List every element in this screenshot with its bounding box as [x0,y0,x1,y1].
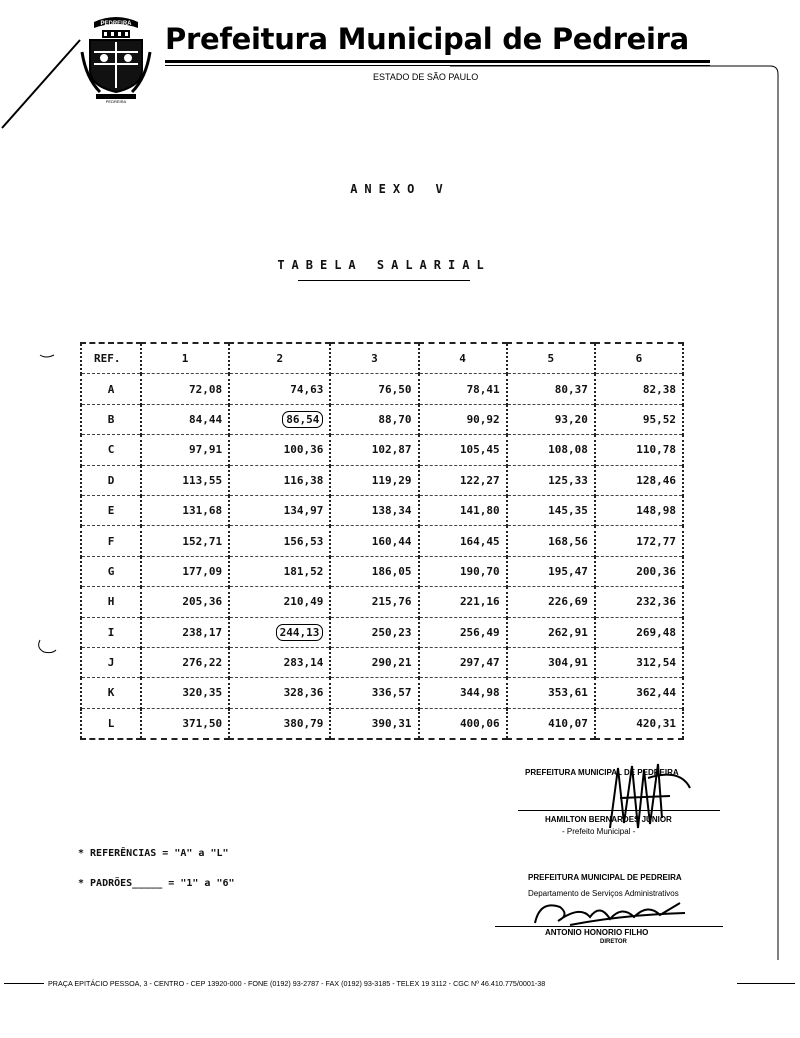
table-cell [229,678,330,708]
cell-value: 152,71 [182,534,223,548]
footer-rule-left [4,983,44,984]
crest-label: PEDREIRA [105,99,127,104]
table-cell [229,526,330,556]
table-cell [595,495,683,525]
table-row [81,465,683,495]
cell-value: 113,55 [182,473,223,487]
table-cell [229,647,330,677]
table-cell [507,435,595,465]
cell-value: 320,35 [182,686,223,700]
cell-value: 250,23 [371,625,412,639]
cell-value: 200,36 [636,564,676,578]
table-cell [141,495,229,525]
cell-value: 131,68 [182,504,223,518]
cell-value: 410,07 [548,716,588,730]
table-title: TABELA SALARIAL [277,258,491,272]
cell-value: 205,36 [182,595,223,609]
annex-title: ANEXO V [350,182,450,196]
column-header-1: 1 [141,343,229,374]
signature2-role: DIRETOR [600,939,627,945]
table-cell [419,435,507,465]
column-header-6: 6 [595,343,683,374]
row-ref: C [81,435,141,465]
table-cell [595,435,683,465]
cell-value: 238,17 [182,625,223,639]
table-cell [330,465,418,495]
cell-value: 90,92 [466,412,500,426]
cell-value: 110,78 [636,443,676,457]
column-header-ref: REF. [81,343,141,374]
table-cell [229,495,330,525]
row-ref: E [81,495,141,525]
table-cell [229,435,330,465]
cell-value: 164,45 [459,534,500,548]
table-cell [229,708,330,739]
cell-value: 74,63 [290,382,324,396]
table-cell [507,647,595,677]
row-ref: I [81,617,141,647]
cell-value: 269,48 [636,625,676,639]
table-cell [595,647,683,677]
table-cell [141,647,229,677]
cell-value: 256,49 [459,625,500,639]
table-cell [330,526,418,556]
cell-value: 84,44 [189,412,223,426]
table-cell [229,587,330,617]
table-cell [419,374,507,404]
footer-rule-right [737,983,795,984]
salary-table [80,342,684,740]
cell-value: 134,97 [283,504,324,518]
footer-address: PRAÇA EPITÁCIO PESSOA, 3 - CENTRO - CEP 13920-000 - FONE (0192) 93-2787 - FAX (0192) 93-3185 - TELEX 19 3112 - CGC Nº 46.410.775/0001-38 [48,979,546,988]
cell-value: 95,52 [642,412,676,426]
cell-value: 177,09 [182,564,223,578]
table-cell [330,708,418,739]
table-cell [507,374,595,404]
table-cell [595,526,683,556]
table-cell [419,708,507,739]
row-ref: A [81,374,141,404]
column-header-5: 5 [507,343,595,374]
table-row [81,374,683,404]
row-ref: G [81,556,141,586]
cell-value: 380,79 [283,716,324,730]
cell-value: 100,36 [283,443,324,457]
signature1-org: PREFEITURA MUNICIPAL DE PEDREIRA [525,768,679,777]
cell-value: 82,38 [642,382,676,396]
table-cell [330,495,418,525]
table-cell [507,617,595,647]
table-row [81,647,683,677]
table-cell [419,617,507,647]
table-cell [595,587,683,617]
signature1-role: - Prefeito Municipal - [562,827,636,836]
cell-value: 226,69 [548,595,588,609]
title-rule-thin [165,65,710,66]
cell-value: 80,37 [554,382,588,396]
table-cell [419,647,507,677]
table-row [81,678,683,708]
cell-value: 210,49 [283,595,324,609]
column-header-3: 3 [330,343,418,374]
cell-value: 181,52 [283,564,324,578]
table-cell [419,404,507,434]
table-cell [595,617,683,647]
cell-value: 145,35 [548,504,588,518]
signature2-org: PREFEITURA MUNICIPAL DE PEDREIRA [528,873,682,882]
table-cell [141,465,229,495]
cell-value: 420,31 [636,716,676,730]
table-cell [595,374,683,404]
cell-value: 262,91 [548,625,588,639]
cell-value: 304,91 [548,656,588,670]
table-cell [141,404,229,434]
cell-value: 390,31 [371,716,412,730]
cell-value: 122,27 [459,473,500,487]
table-cell [595,465,683,495]
table-cell [507,678,595,708]
table-cell [330,678,418,708]
cell-value: 186,05 [371,564,412,578]
signature2-line [495,926,723,927]
table-cell [141,678,229,708]
column-header-2: 2 [229,343,330,374]
cell-value: 336,57 [371,686,412,700]
cell-value: 125,33 [548,473,588,487]
cell-value: 148,98 [636,504,676,518]
cell-value: 78,41 [466,382,500,396]
table-row [81,617,683,647]
cell-value: 362,44 [636,686,676,700]
cell-value: 172,77 [636,534,676,548]
table-cell [507,708,595,739]
cell-value: 93,20 [554,412,588,426]
table-header-row [81,343,683,374]
cell-value: 297,47 [459,656,500,670]
cell-value: 290,21 [371,656,412,670]
table-cell [507,526,595,556]
table-cell [595,708,683,739]
crest-banner: PEDREIRA [100,21,132,27]
table-cell [141,617,229,647]
table-cell [595,556,683,586]
row-ref: B [81,404,141,434]
cell-value: 232,36 [636,595,676,609]
cell-value: 108,08 [548,443,588,457]
table-cell [229,465,330,495]
table-cell [330,587,418,617]
signature1-line [518,810,720,811]
column-header-4: 4 [419,343,507,374]
signature1-name: HAMILTON BERNARDES JUNIOR [545,815,672,824]
table-cell [330,435,418,465]
handwritten-signature-director [530,895,690,930]
table-cell [141,374,229,404]
cell-value: 88,70 [378,412,412,426]
note-padroes: * PADRÕES_____ = "1" a "6" [78,878,235,889]
table-cell [419,465,507,495]
cell-value: 371,50 [182,716,223,730]
cell-value: 141,80 [459,504,500,518]
title-rule [165,60,710,63]
cell-value: 138,34 [371,504,412,518]
table-title-underline [298,280,470,281]
table-cell [229,374,330,404]
cell-value: 72,08 [189,382,223,396]
row-ref: J [81,647,141,677]
cell-value: 105,45 [459,443,500,457]
signature2-name: ANTONIO HONORIO FILHO [545,928,649,937]
table-cell [229,556,330,586]
table-cell [595,404,683,434]
table-cell [330,647,418,677]
table-cell [507,495,595,525]
table-cell [507,587,595,617]
table-cell [507,404,595,434]
cell-value: 119,29 [371,473,412,487]
municipal-crest-logo [80,12,152,104]
row-ref: L [81,708,141,739]
table-row [81,495,683,525]
cell-value: 168,56 [548,534,588,548]
table-cell [330,374,418,404]
page-title: Prefeitura Municipal de Pedreira [165,22,689,56]
cell-value: 221,16 [459,595,500,609]
state-subtitle: ESTADO DE SÃO PAULO [373,72,479,82]
row-ref: D [81,465,141,495]
cell-value: 312,54 [636,656,676,670]
row-ref: K [81,678,141,708]
table-cell [141,587,229,617]
cell-value: 344,98 [459,686,500,700]
table-cell [419,678,507,708]
cell-value: 102,87 [371,443,412,457]
cell-value: 97,91 [189,443,223,457]
cell-value: 328,36 [283,686,324,700]
cell-value: 160,44 [371,534,412,548]
cell-value: 215,76 [371,595,412,609]
cell-value: 128,46 [636,473,676,487]
table-row [81,526,683,556]
cell-value: 156,53 [283,534,324,548]
table-cell [330,556,418,586]
table-cell [419,556,507,586]
table-cell [330,617,418,647]
row-ref: H [81,587,141,617]
note-references: * REFERÊNCIAS = "A" a "L" [78,848,229,859]
cell-value: 76,50 [378,382,412,396]
table-cell [229,404,330,434]
table-cell [330,404,418,434]
table-row [81,708,683,739]
table-row [81,556,683,586]
table-cell [595,678,683,708]
cell-value: 353,61 [548,686,588,700]
cell-value: 244,13 [276,624,324,641]
table-cell [141,556,229,586]
table-row [81,404,683,434]
table-cell [229,617,330,647]
cell-value: 116,38 [283,473,324,487]
signature2-dept: Departamento de Serviços Administrativos [528,889,679,898]
table-cell [141,435,229,465]
table-cell [419,587,507,617]
cell-value: 276,22 [182,656,223,670]
table-row [81,587,683,617]
cell-value: 190,70 [459,564,500,578]
row-ref: F [81,526,141,556]
table-cell [419,495,507,525]
table-row [81,435,683,465]
cell-value: 86,54 [282,411,323,428]
table-cell [141,708,229,739]
table-cell [507,465,595,495]
table-cell [141,526,229,556]
cell-value: 283,14 [283,656,324,670]
table-cell [507,556,595,586]
table-cell [419,526,507,556]
cell-value: 400,06 [459,716,500,730]
cell-value: 195,47 [548,564,588,578]
